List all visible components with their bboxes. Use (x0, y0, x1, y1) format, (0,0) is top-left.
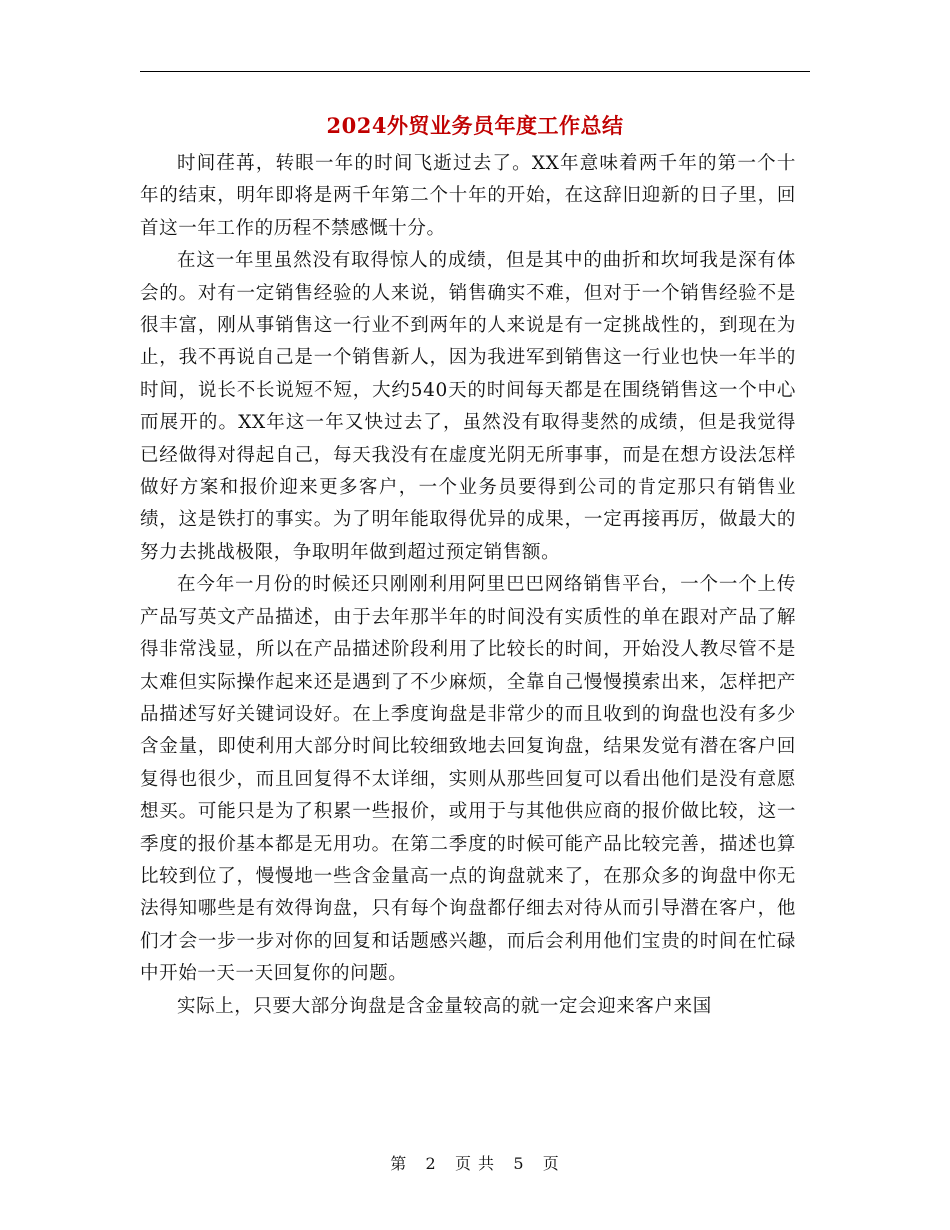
footer-suffix: 页 (542, 1154, 560, 1173)
page-footer (0, 1154, 950, 1174)
footer-total-pages: 5 (513, 1154, 525, 1173)
header-rule (140, 71, 810, 72)
paragraph-1: 时间荏苒，转眼一年的时间飞逝过去了。XX年意味着两千年的第一个十年的结束，明年即将是两千年第二个十年的开始，在这辞旧迎新的日子里，回首这一年工作的历程不禁感慨十分。 (140, 153, 796, 239)
paragraph-3: 在今年一月份的时候还只刚刚利用阿里巴巴网络销售平台，一个一个上传产品写英文产品描述，由于去年那半年的时间没有实质性的单在跟对产品了解得非常浅显，所以在产品描述阶段利用了比较长的时间，开始没人教尽管不是太难但实际操作起来还是遇到了不少麻烦，全靠自己慢慢摸索出来，怎样把产品描述写好关键词设好。在上季度询盘是非常少的而且收到的询盘也没有多少含金量，即使利用大部分时间比较细致地去回复询盘，结果发觉有潜在客户回复得也很少，而且回复得不太详细，实则从那些回复可以看出他们是没有意愿想买。可能只是为了积累一些报价，或用于与其他供应商的报价做比较，这一季度的报价基本都是无用功。在第二季度的时候可能产品比较完善，描述也算比较到位了，慢慢地一些含金量高一点的询盘就来了，在那众多的询盘中你无法得知哪些是有效得询盘，只有每个询盘都仔细去对待从而引导潜在客户，他们才会一步一步对你的回复和话题感兴趣，而后会利用他们宝贵的时间在忙碌中开始一天一天回复你的问题。 (140, 574, 796, 985)
footer-prefix: 第 (390, 1154, 408, 1173)
footer-current-page: 2 (425, 1154, 437, 1173)
paragraph-2: 在这一年里虽然没有取得惊人的成绩，但是其中的曲折和坎坷我是深有体会的。对有一定销售经验的人来说，销售确实不难，但对于一个销售经验不是很丰富，刚从事销售这一行业不到两年的人来说是有一定挑战性的，到现在为止，我不再说自己是一个销售新人，因为我进军到销售这一行业也快一年半的时间，说长不长说短不短，大约540天的时间每天都是在围绕销售这一个中心而展开的。XX年这一年又快过去了，虽然没有取得斐然的成绩，但是我觉得已经做得对得起自己，每天我没有在虚度光阴无所事事，而是在想方设法怎样做好方案和报价迎来更多客户，一个业务员要得到公司的肯定那只有销售业绩，这是铁打的事实。为了明年能取得优异的成果，一定再接再厉，做最大的努力去挑战极限，争取明年做到超过预定销售额。 (140, 250, 796, 563)
document-body (140, 148, 796, 1023)
footer-middle: 页 共 (454, 1154, 496, 1173)
document-title: 2024外贸业务员年度工作总结 (326, 113, 624, 138)
paragraph-4: 实际上，只要大部分询盘是含金量较高的就一定会迎来客户来国 (177, 995, 712, 1017)
